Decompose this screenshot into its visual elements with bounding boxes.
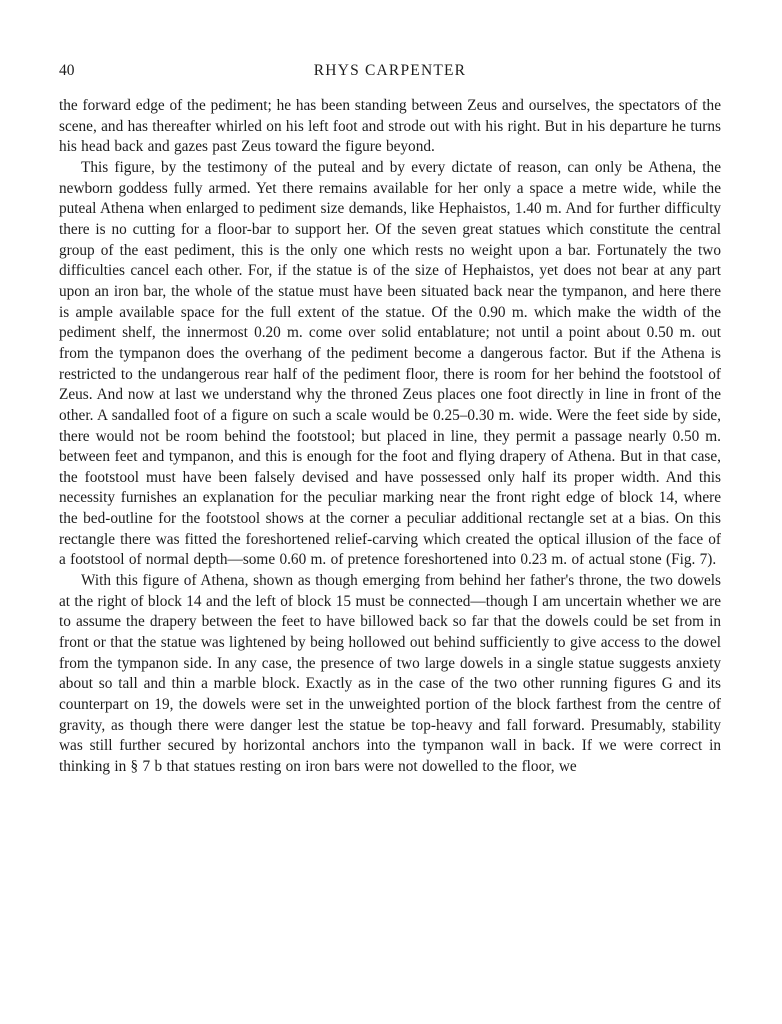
paragraph-continued: the forward edge of the pediment; he has been standing between Zeus and ourselves, the spectators of the scene, and has thereafter whirled on his left foot and strode out with his right. But in his departure he turns his head back and gazes past Zeus toward the figure beyond.	[59, 97, 721, 156]
paragraph-dowels: With this figure of Athena, shown as though emerging from behind her father's throne, the two dowels at the right of block 14 and the left of block 15 must be connected—though I am uncertain whether we are to assume the drapery between the feet to have billowed back so far that the dowels could be set from in front or that the statue was lightened by being hollowed out behind sufficiently to give access to the dowel from the tympanon side. In any case, the presence of two large dowels in a single statue suggests anxiety about so tall and thin a marble block. Exactly as in the case of the two other running figures G and its counterpart on 19, the dowels were set in the unweighted portion of the block farthest from the centre of gravity, as though there were danger lest the statue be top-heavy and fall forward. Presumably, stability was still further secured by horizontal anchors into the tympanon wall in back. If we were correct in thinking in § 7 b that statues resting on iron bars were not dowelled to the floor, we	[59, 572, 721, 775]
paragraph-athena-figure: This figure, by the testimony of the puteal and by every dictate of reason, can only be Athena, the newborn goddess fully armed. Yet there remains available for her only a space a metre wide, while the puteal Athena when enlarged to pediment size demands, like Hephaistos, 1.40 m. And for further difficulty there is no cutting for a floor-bar to support her. Of the seven great statues which constitute the central group of the east pediment, this is the only one which rests no weight upon a bar. Fortunately the two difficulties cancel each other. For, if the statue is of the size of Hephaistos, yet does not bear at any part upon an iron bar, the whole of the statue must have been situated back near the tympanon, and here there is ample available space for the full extent of the statue. Of the 0.90 m. which make the width of the pediment shelf, the innermost 0.20 m. come over solid entablature; not until a point about 0.50 m. out from the tympanon does the overhang of the pediment become a dangerous factor. But if the Athena is restricted to the undangerous rear half of the pediment floor, there is room for her behind the footstool of Zeus. And now at last we understand why the throned Zeus places one foot directly in line in front of the other. A sandalled foot of a figure on such a scale would be 0.25–0.30 m. wide. Were the feet side by side, there would not be room behind the footstool; but placed in line, they permit a passage nearly 0.50 m. between feet and tympanon, and this is enough for the foot and flying drapery of Athena. But in that case, the footstool must have been falsely devised and have possessed only half its proper width. And this necessity furnishes an explanation for the peculiar marking near the front right edge of block 14, where the bed-outline for the footstool shows at the corner a peculiar additional rectangle set at a bias. On this rectangle there was fitted the foreshortened relief-carving which created the optical illusion of the face of a footstool of normal depth—some 0.60 m. of pretence foreshortened into 0.23 m. of actual stone (Fig. 7).	[59, 158, 721, 569]
running-title: RHYS CARPENTER	[313, 62, 467, 79]
page-number: 40	[59, 62, 75, 79]
body-text	[59, 96, 721, 778]
running-head	[59, 62, 721, 84]
